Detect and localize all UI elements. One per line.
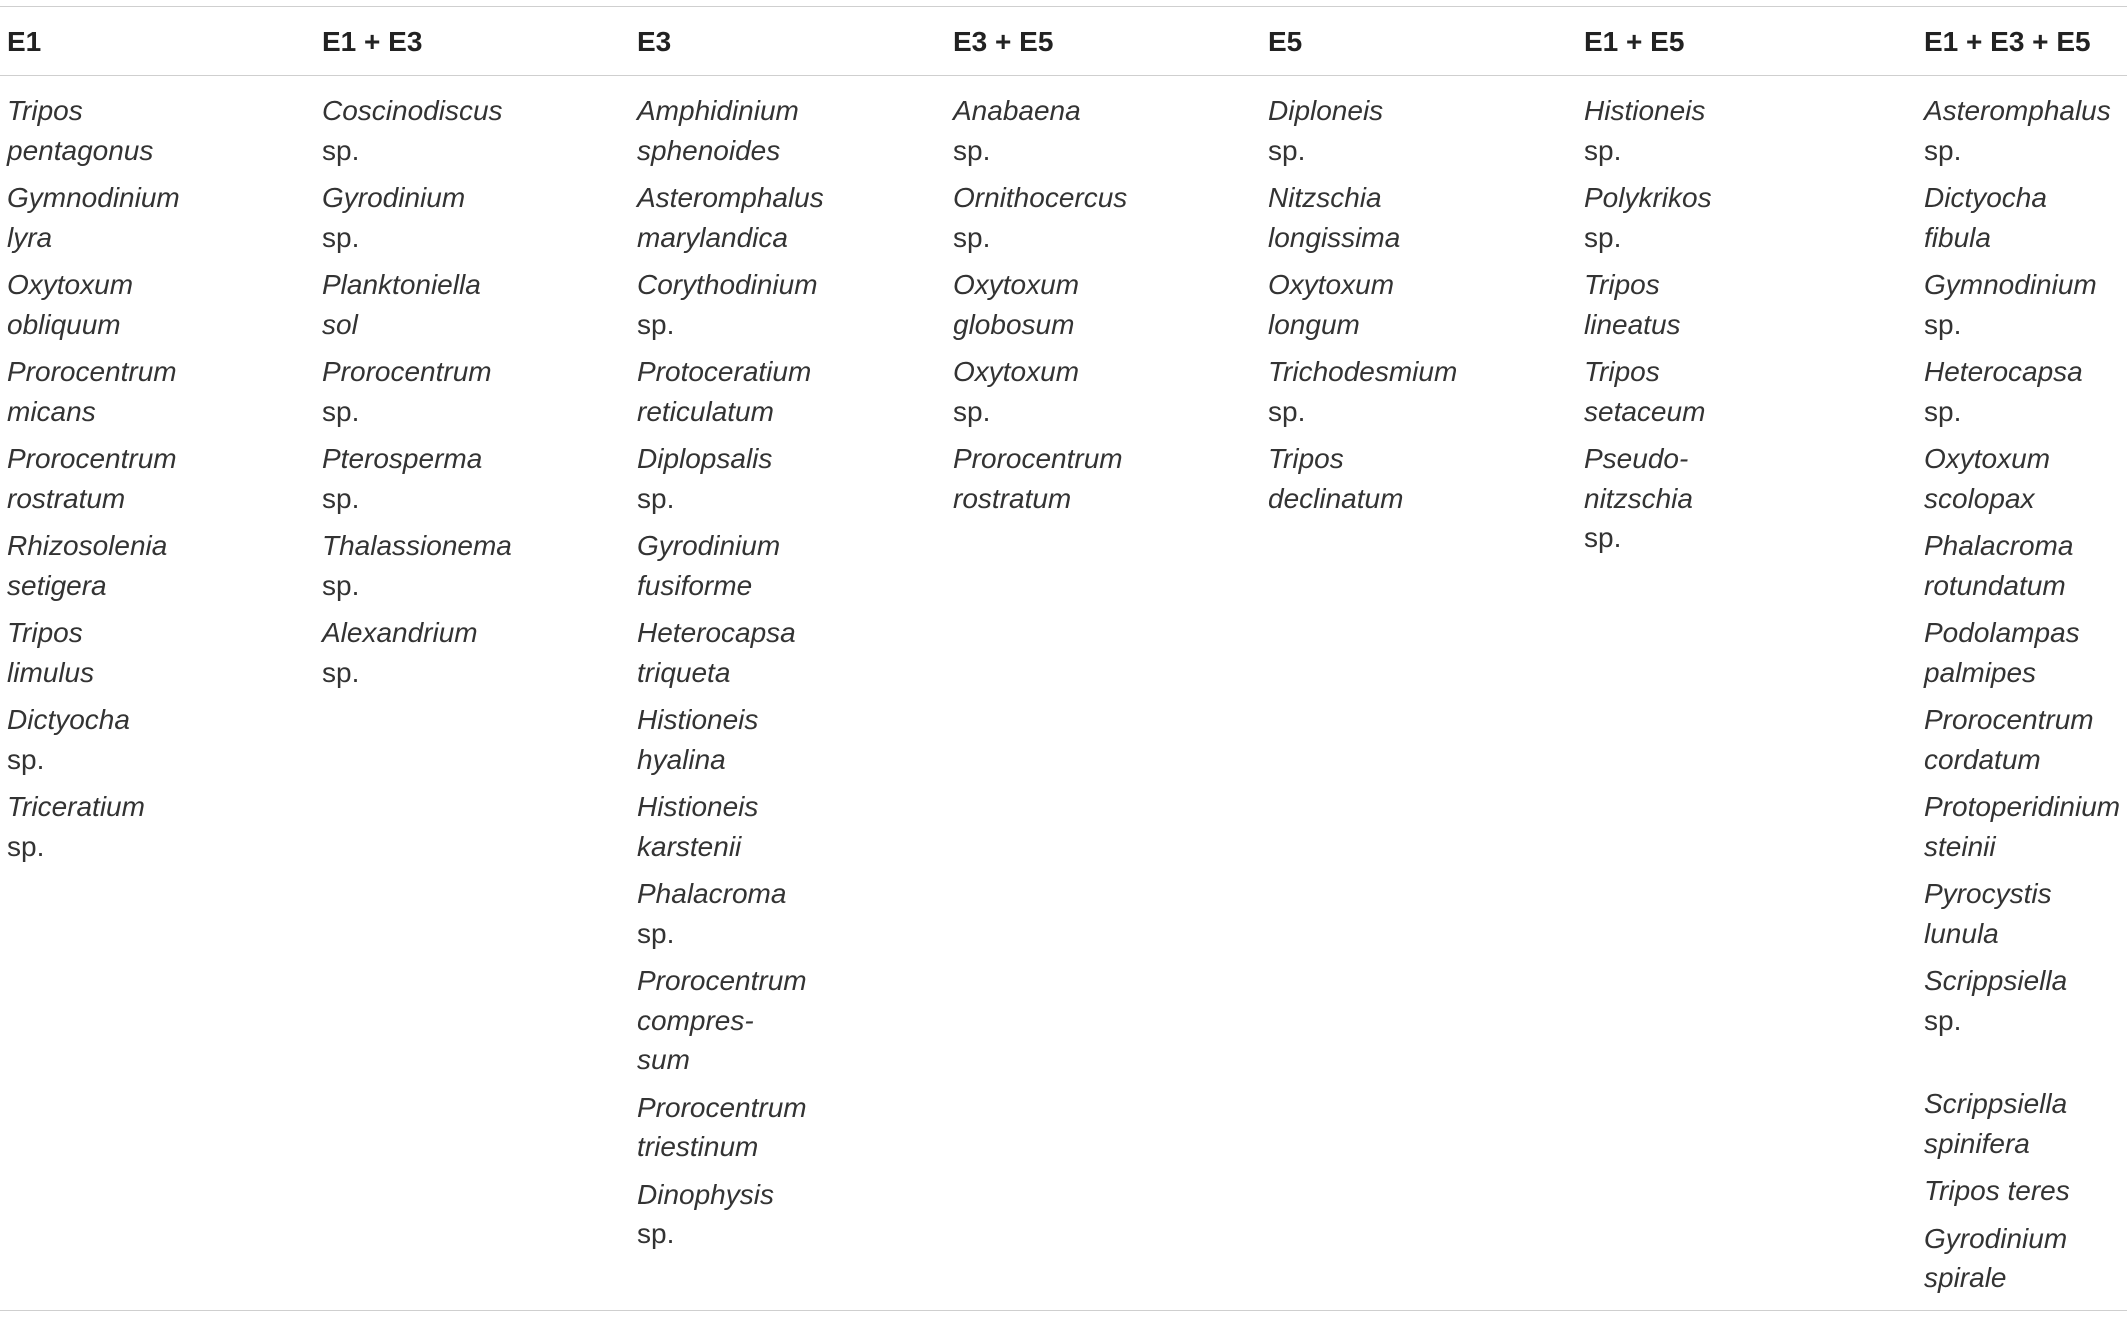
species-name-line: sp.	[1924, 395, 1962, 427]
species-name-line: spirale	[1924, 1262, 2007, 1293]
species-name-line: Heterocapsa	[1924, 356, 2083, 387]
column-header: E5	[1268, 26, 1303, 57]
species-name-line: obliquum	[7, 308, 121, 340]
species-name-line: Heterocapsa	[637, 617, 796, 648]
species-name-line: Nitzschia	[1268, 182, 1382, 213]
column-body	[953, 91, 1127, 526]
species-name-line: Planktoniella	[322, 269, 481, 300]
species-name-line: longum	[1268, 308, 1360, 340]
table-cell	[7, 265, 180, 344]
species-name-line: setaceum	[1584, 395, 1706, 427]
species-name-line: Asteromphalus	[637, 182, 824, 213]
species-name-line: Tripos	[1584, 269, 1660, 300]
species-name-line: Polykrikos	[1584, 182, 1712, 213]
species-name-line: Ornithocercus	[953, 182, 1128, 213]
species-name-line: Histioneis	[637, 791, 759, 822]
species-name-line: Corythodinium	[637, 269, 818, 300]
species-name-line: sp.	[1584, 522, 1622, 553]
species-name-line: sp.	[322, 395, 360, 427]
table-cell	[1924, 1171, 2120, 1211]
table-bottom-rule	[0, 1310, 2127, 1311]
species-name-line: pentagonus	[7, 134, 154, 166]
species-name-line: Oxytoxum	[953, 356, 1080, 387]
species-name-line: hyalina	[637, 743, 726, 775]
table-cell	[953, 178, 1127, 257]
species-name-line: sp.	[953, 134, 991, 166]
species-name-line: Dinophysis	[637, 1178, 774, 1210]
column-header: E3 + E5	[953, 26, 1054, 57]
species-name-line: Anabaena	[953, 95, 1081, 126]
species-name-line: longissima	[1268, 221, 1401, 253]
table-cell	[1924, 352, 2120, 431]
column-body	[637, 91, 824, 1262]
table-cell	[637, 961, 824, 1080]
species-name-line: karstenii	[637, 830, 742, 862]
species-name-line: Histioneis	[1584, 95, 1706, 126]
column-header: E1 + E3 + E5	[1924, 26, 2091, 57]
species-name-line: steinii	[1924, 830, 1996, 862]
species-name-line: sol	[322, 308, 358, 340]
species-name-line: Gymnodinium	[1924, 269, 2097, 300]
table-top-rule	[0, 6, 2127, 7]
species-name-line: sphenoides	[637, 134, 781, 166]
table-cell	[637, 700, 824, 779]
species-name-line: Tripos teres	[1924, 1175, 2070, 1206]
species-name-line: Phalacroma	[1924, 530, 2074, 561]
table-cell	[637, 91, 824, 170]
table-cell	[1584, 265, 1712, 344]
species-name-line: Alexandrium	[322, 617, 478, 648]
table-cell	[637, 1088, 824, 1167]
table-cell	[1268, 265, 1457, 344]
species-name-line: Oxytoxum	[7, 269, 134, 300]
species-name-line: sp.	[1924, 1004, 1962, 1036]
species-name-line: Oxytoxum	[953, 269, 1080, 300]
species-name-line: nitzschia	[1584, 482, 1693, 514]
column-header: E3	[637, 26, 672, 57]
table-cell	[1924, 178, 2120, 257]
species-name-line: lyra	[7, 221, 53, 253]
species-name-line: Prorocentrum	[1924, 704, 2094, 735]
species-name-line: Pseudo-	[1584, 443, 1689, 474]
species-name-line: Scrippsiella	[1924, 965, 2068, 996]
species-name-line: Protoceratium	[637, 356, 812, 387]
species-name-line: sp.	[1268, 395, 1306, 427]
table-cell	[322, 265, 512, 344]
table-cell	[637, 352, 824, 431]
species-name-line: globosum	[953, 308, 1075, 340]
table-cell	[322, 352, 512, 431]
species-name-line: marylandica	[637, 221, 788, 253]
species-name-line: sp.	[637, 482, 675, 514]
table-cell	[322, 91, 512, 170]
table-cell	[953, 439, 1127, 518]
species-name-line: Prorocentrum	[7, 443, 177, 474]
species-name-line: cordatum	[1924, 743, 2041, 775]
species-name-line: sp.	[637, 917, 675, 949]
species-name-line: compres-	[637, 1004, 754, 1036]
species-name-line: Prorocentrum	[637, 1091, 807, 1123]
species-name-line: Prorocentrum	[637, 965, 807, 996]
table-cell	[953, 265, 1127, 344]
column-body	[1584, 91, 1712, 566]
species-name-line: declinatum	[1268, 482, 1404, 514]
species-name-line: Triceratium	[7, 791, 145, 822]
species-name-line: triqueta	[637, 656, 731, 688]
column-header: E1 + E3	[322, 26, 423, 57]
table-cell	[1268, 91, 1457, 170]
table-cell	[322, 178, 512, 257]
table-cell	[1268, 352, 1457, 431]
species-name-line: sp.	[953, 221, 991, 253]
column-header: E1 + E5	[1584, 26, 1685, 57]
table-cell	[637, 787, 824, 866]
species-name-line: reticulatum	[637, 395, 774, 427]
species-name-line: Rhizosolenia	[7, 530, 168, 561]
species-name-line: Histioneis	[637, 704, 759, 735]
species-name-line: spinifera	[1924, 1127, 2030, 1159]
species-name-line: sp.	[322, 221, 360, 253]
table-cell	[1924, 613, 2120, 692]
table-cell	[7, 178, 180, 257]
table-cell	[1924, 700, 2120, 779]
table-cell	[953, 91, 1127, 170]
species-name-line: sp.	[7, 830, 45, 862]
table-cell	[7, 439, 180, 518]
species-name-line: rotundatum	[1924, 569, 2066, 601]
column-body	[1268, 91, 1457, 526]
table-header-rule	[0, 75, 2127, 76]
table-cell	[1924, 439, 2120, 518]
species-name-line: rostratum	[953, 482, 1072, 514]
species-name-line: Oxytoxum	[1924, 443, 2051, 474]
species-name-line: fibula	[1924, 221, 1991, 253]
table-cell	[637, 874, 824, 953]
species-name-line: sp.	[7, 743, 45, 775]
table-cell	[1924, 787, 2120, 866]
species-name-line: sp.	[322, 569, 360, 601]
species-name-line: sp.	[322, 656, 360, 688]
species-name-line: Podolampas	[1924, 617, 2080, 648]
species-name-line: rostratum	[7, 482, 126, 514]
table-cell	[1924, 91, 2120, 170]
table-cell	[7, 91, 180, 170]
species-name-line: Gyrodinium	[637, 530, 781, 561]
table-cell	[7, 526, 180, 605]
species-name-line: Oxytoxum	[1268, 269, 1395, 300]
species-name-line: Dictyocha	[1924, 182, 2047, 213]
table-cell	[1584, 352, 1712, 431]
species-name-line: Protoperidinium	[1924, 791, 2121, 822]
species-name-line: Gyrodinium	[1924, 1222, 2068, 1254]
table-cell	[1924, 1219, 2120, 1298]
column-body	[1924, 91, 2120, 1306]
column-body	[322, 91, 512, 700]
species-name-line: Dictyocha	[7, 704, 130, 735]
species-name-line: Diploneis	[1268, 95, 1384, 126]
species-name-line: palmipes	[1924, 656, 2037, 688]
table-cell	[1924, 1084, 2120, 1163]
species-name-line: Gymnodinium	[7, 182, 180, 213]
species-name-line: sp.	[1584, 221, 1622, 253]
species-name-line: micans	[7, 395, 96, 427]
species-name-line: Prorocentrum	[953, 443, 1123, 474]
species-name-line: sp.	[322, 134, 360, 166]
table-cell	[322, 439, 512, 518]
species-name-line: Amphidinium	[637, 95, 799, 126]
species-name-line: Coscinodiscus	[322, 95, 503, 126]
table-cell	[953, 352, 1127, 431]
table-cell	[7, 352, 180, 431]
species-name-line: lineatus	[1584, 308, 1681, 340]
species-name-line: sp.	[637, 308, 675, 340]
table-cell	[637, 613, 824, 692]
table-cell	[7, 613, 180, 692]
table-cell	[1924, 961, 2120, 1040]
species-name-line: scolopax	[1924, 482, 2035, 514]
table-cell	[1268, 439, 1457, 518]
species-name-line: sp.	[1268, 134, 1306, 166]
table-cell	[1924, 265, 2120, 344]
species-name-line: lunula	[1924, 917, 1999, 949]
table-cell	[7, 787, 180, 866]
column-header: E1	[7, 26, 42, 57]
species-name-line: Tripos	[1268, 443, 1344, 474]
table-cell	[637, 439, 824, 518]
species-name-line: Tripos	[7, 95, 83, 126]
species-name-line: Gyrodinium	[322, 182, 466, 213]
species-name-line: sp.	[637, 1218, 675, 1249]
table-cell	[1584, 439, 1712, 558]
table-cell	[322, 526, 512, 605]
species-name-line: Thalassionema	[322, 530, 512, 561]
species-name-line: sp.	[1924, 308, 1962, 340]
column-body	[7, 91, 180, 874]
table-cell	[1268, 178, 1457, 257]
table-cell	[637, 1175, 824, 1254]
species-name-line: Phalacroma	[637, 878, 787, 909]
species-name-line: Scrippsiella	[1924, 1088, 2068, 1119]
species-name-line: limulus	[7, 656, 95, 688]
species-name-line: setigera	[7, 569, 107, 601]
table-cell	[637, 265, 824, 344]
species-name-line: triestinum	[637, 1131, 759, 1162]
species-name-line: fusiforme	[637, 569, 753, 601]
species-name-line: sp.	[1584, 134, 1622, 166]
table-cell	[637, 526, 824, 605]
table-cell	[322, 613, 512, 692]
table-cell	[637, 178, 824, 257]
species-name-line: sp.	[322, 482, 360, 514]
table-cell	[1924, 874, 2120, 953]
table-cell	[1584, 91, 1712, 170]
species-name-line: sp.	[953, 395, 991, 427]
species-name-line: Prorocentrum	[7, 356, 177, 387]
species-name-line: Trichodesmium	[1268, 356, 1458, 387]
species-name-line: Pterosperma	[322, 443, 483, 474]
species-name-line: sum	[637, 1044, 690, 1075]
table-cell	[1924, 526, 2120, 605]
species-name-line: Diplopsalis	[637, 443, 773, 474]
species-name-line: Tripos	[7, 617, 83, 648]
species-name-line: Pyrocystis	[1924, 878, 2052, 909]
species-name-line: sp.	[1924, 134, 1962, 166]
table-cell	[1584, 178, 1712, 257]
species-name-line: Asteromphalus	[1924, 95, 2111, 126]
species-name-line: Tripos	[1584, 356, 1660, 387]
table-cell	[7, 700, 180, 779]
species-name-line: Prorocentrum	[322, 356, 492, 387]
